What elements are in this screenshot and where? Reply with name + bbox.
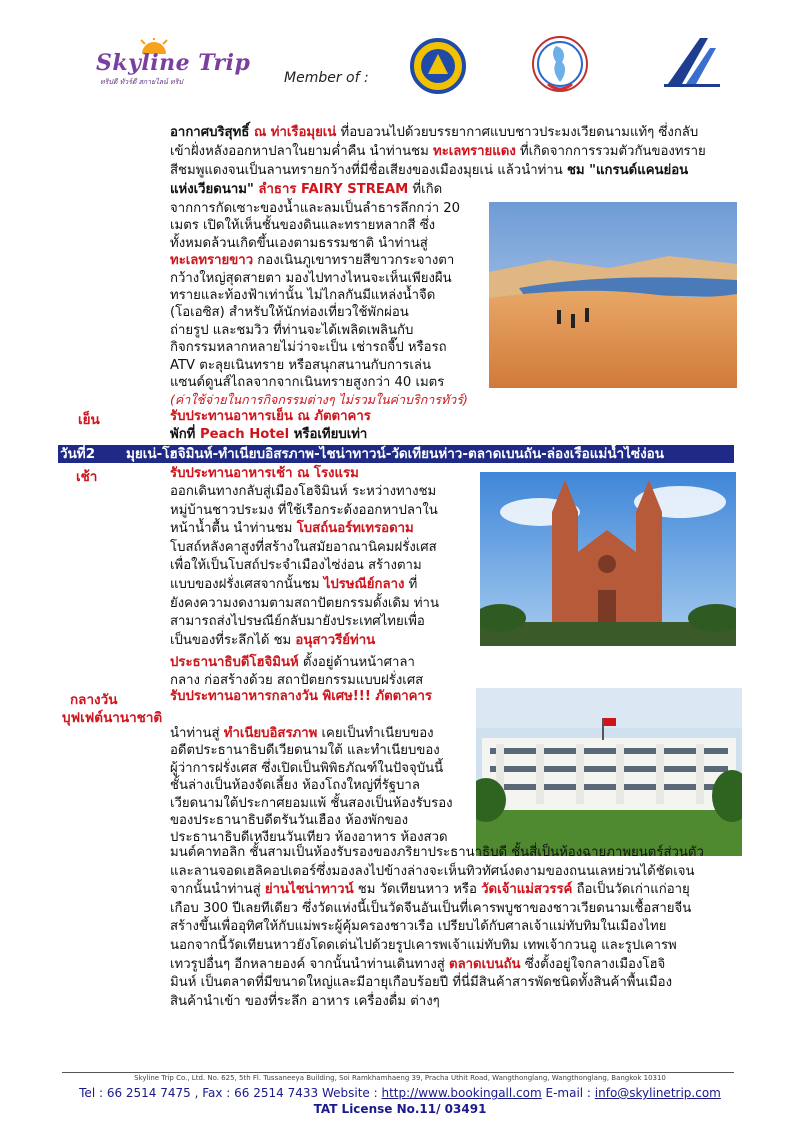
text-run: เพื่อให้เป็นโบสถ์ประจำเมืองไซ่ง่อน สร้างตาม bbox=[170, 558, 422, 574]
text-run: ตั้งอยู่ด้านหน้าศาลา bbox=[298, 655, 415, 670]
stay-prefix: พักที่ bbox=[170, 427, 200, 442]
text-run: ที่ bbox=[404, 577, 418, 592]
text-run: ของประธานาธิบดีตรันวันเฮือง ห้องพักของ bbox=[170, 813, 409, 828]
text-line bbox=[170, 937, 677, 954]
text-run: แซนด์ดูนส์ไถลจากจากเนินทรายสูงกว่า 40 เมตร bbox=[170, 375, 445, 390]
text-line bbox=[170, 483, 436, 500]
text-run: ผู้ว่าการฝรั่งเศส ซึ่งเปิดเป็นพิพิธภัณฑ์ในปัจจุบันนี้ bbox=[170, 760, 444, 776]
lunch-buffet-label: บุฟเฟต์นานาชาติ bbox=[62, 710, 163, 726]
notre-dame-cathedral-photo bbox=[480, 472, 736, 646]
text-run: สีชมพูแดงจนเป็นลานทรายกว้างที่มีชื่อเสียงของเมืองมุยเน่ แล้วนำท่าน bbox=[170, 163, 567, 178]
independence-palace-photo bbox=[476, 688, 742, 856]
text-run: ทำเนียบอิสรภาพ bbox=[223, 726, 318, 741]
text-line bbox=[170, 760, 443, 777]
text-run: ทั้งหมดล้วนเกิดขึ้นเองตามธรรมชาติ นำท่านสู่ bbox=[170, 235, 428, 251]
text-line bbox=[170, 339, 447, 356]
hotel-line bbox=[170, 426, 367, 443]
email-link[interactable]: info@skylinetrip.com bbox=[594, 1086, 721, 1100]
text-line bbox=[170, 812, 408, 829]
text-run: จากการกัดเซาะของน้ำและลมเป็นลำธารลึกกว่า 20 bbox=[170, 201, 461, 216]
tel-fax: Tel : 66 2514 7475 , Fax : 66 2514 7433 Website : bbox=[79, 1086, 382, 1100]
text-line bbox=[170, 217, 435, 234]
text-run: ที่เกิดจากการรวมตัวกันของทราย bbox=[515, 144, 706, 159]
company-address: Skyline Trip Co., Ltd. No. 625, 5th Fl. Tussaneeya Building, Soi Ramkhamhaeng 39, Pracha Uthit Road, Wangthonglang, Wangthonglang, Bangkok 10310 bbox=[134, 1074, 666, 1082]
text-run: ทรายและท้องฟ้าเท่านั้น ไม่ไกลกันมีแหล่งน้ำจืด bbox=[170, 288, 436, 303]
text-line bbox=[170, 613, 425, 630]
text-line bbox=[170, 557, 422, 574]
text-run: เวียดนามใต้ประกาศยอมแพ้ ชั้นสองเป็นห้องรับรอง bbox=[170, 795, 453, 811]
text-line bbox=[170, 725, 434, 742]
text-line bbox=[170, 357, 431, 374]
text-run: ประธานาธิบดีโฮจิมินห์ bbox=[170, 655, 299, 670]
text-run: หมู่บ้านชาวประมง ที่ใช้เรือกระด้งออกหาปลาใน bbox=[170, 502, 438, 518]
text-line bbox=[170, 576, 417, 593]
text-run: สามารถส่งไปรษณีย์กลับมายังประเทศไทยเพื่อ bbox=[170, 614, 425, 630]
day2-title: มุยเน่-โฮจิมินห์-ทำเนียบอิสรภาพ-ไชน่าทาวน์-วัดเทียนห่าว-ตลาดเบนถัน-ล่องเรือแม่น้ำไซ่ง่อน bbox=[126, 446, 665, 462]
text-line bbox=[170, 632, 375, 649]
text-run: เป็นของที่ระลึกได้ ชม bbox=[170, 632, 296, 648]
text-run: เกือบ 300 ปีเลยทีเดียว ซึ่งวัดแห่งนี้เป็นวัดจีนอันเป็นที่เคารพบูชาของชาวเวียดนามเชื้อสายจีน bbox=[170, 900, 692, 916]
text-line bbox=[170, 974, 672, 991]
stay-suffix: หรือเทียบเท่า bbox=[289, 427, 368, 442]
text-run: ประธานาธิบดีเหงียนวันเทียว ห้องอาหาร ห้องสวด bbox=[170, 830, 448, 846]
association-seal-2-icon bbox=[530, 34, 590, 102]
brand-logo: Skyline Trip bbox=[96, 50, 251, 76]
text-run: ย่านไชน่าทาวน์ bbox=[264, 882, 354, 898]
text-line bbox=[170, 863, 694, 880]
text-line bbox=[170, 374, 444, 391]
text-line bbox=[170, 777, 420, 794]
text-run: ชม วัดเทียนหาว หรือ bbox=[353, 882, 482, 898]
text-line bbox=[170, 844, 704, 861]
text-run: ทะเลทรายแดง bbox=[433, 144, 516, 159]
text-run: เข้าฝั่งหลังออกหาปลาในยามค่ำคืน นำท่านชม bbox=[170, 144, 433, 159]
hotel-name: Peach Hotel bbox=[199, 427, 290, 442]
breakfast-label: เช้า bbox=[76, 469, 98, 485]
contact-line bbox=[0, 1086, 800, 1100]
text-run: ยังคงความงดงามตามสถาปัตยกรรมดั้งเดิม ท่าน bbox=[170, 595, 439, 611]
text-line bbox=[170, 322, 413, 339]
text-line bbox=[170, 918, 666, 935]
text-run: ตลาดเบนถัน bbox=[449, 956, 521, 972]
text-line bbox=[170, 900, 691, 917]
text-line bbox=[170, 200, 460, 217]
email-label: E-mail : bbox=[541, 1086, 595, 1100]
text-line bbox=[170, 881, 690, 898]
text-run: กว้างใหญ่สุดสายตา มองไปทางไหนจะเห็นเพียงผืน bbox=[170, 270, 452, 286]
text-line bbox=[170, 304, 409, 321]
tat-license: TAT License No.11/ 03491 bbox=[313, 1102, 487, 1116]
text-run: นอกจากนี้วัดเทียนหาวยังโดดเด่นไปด้วยรูปเคารพเจ้าแม่ทับทิม เทพเจ้ากวนอู และรูปเคารพ bbox=[170, 938, 677, 953]
text-run: ลำธาร FAIRY STREAM bbox=[258, 182, 409, 197]
dinner-label: เย็น bbox=[78, 412, 100, 428]
text-run: มนต์คาทอลิก ชั้นสามเป็นห้องรับรองของภริยาประธานาธิบดี ชั้นสี่เป็นห้องฉายภาพยนตร์ส่วนตัว bbox=[170, 845, 704, 860]
text-line bbox=[170, 795, 453, 812]
day1-line-2 bbox=[170, 143, 706, 160]
text-line bbox=[170, 235, 428, 252]
text-line bbox=[170, 539, 437, 556]
text-run: แห่งเวียดนาม" bbox=[170, 182, 259, 197]
text-run: ซึ่งตั้งอยู่ใจกลางเมืองโฮจิ bbox=[520, 956, 666, 972]
text-run: แบบของฝรั่งเศสจากนั้นชม bbox=[170, 577, 324, 592]
text-line bbox=[170, 502, 438, 519]
text-run: เมตร เปิดให้เห็นชั้นของดินและทรายหลากสี ซึ่ง bbox=[170, 218, 436, 234]
lunch-text: รับประทานอาหารกลางวัน พิเศษ!!! ภัตตาคาร bbox=[170, 689, 432, 704]
brand-tagline: ทริปดี ทัวร์ดี สกายไลน์ ทริป bbox=[100, 78, 183, 86]
text-line bbox=[170, 287, 435, 304]
dinner-text: รับประทานอาหารเย็น ณ ภัตตาคาร bbox=[170, 409, 371, 424]
text-run: ออกเดินทางกลับสู่เมืองโฮจิมินห์ ระหว่างทางชม bbox=[170, 484, 437, 499]
text-run: ที่อบอวนไปด้วยบรรยากาศแบบชาวประมงเวียดนามแท้ๆ ซึ่งกลับ bbox=[336, 125, 699, 140]
text-run: ถ่ายรูป และชมวิว ที่ท่านจะได้เพลิดเพลินกับ bbox=[170, 322, 414, 338]
text-line bbox=[170, 993, 440, 1010]
day2-header-band bbox=[58, 445, 734, 463]
text-run: โบสถ์หลังคาสูงที่สร้างในสมัยอาณานิคมฝรั่งเศส bbox=[170, 539, 437, 555]
member-of-label: Member of : bbox=[284, 70, 369, 86]
text-line bbox=[170, 672, 423, 689]
text-run: ชั้นล่างเป็นห้องจัดเลี้ยง ห้องโถงใหญ่ที่รัฐบาล bbox=[170, 778, 420, 794]
day2-label: วันที่2 bbox=[60, 446, 96, 462]
text-run: อดีตประธานาธิบดีเวียดนามใต้ และทำเนียบของ bbox=[170, 743, 440, 759]
text-line bbox=[170, 654, 415, 671]
text-run: กองเนินภูเขาทรายสีขาวกระจางตา bbox=[253, 253, 455, 269]
footer-divider bbox=[62, 1072, 734, 1073]
text-run: อนุสาวรีย์ท่าน bbox=[295, 632, 376, 648]
text-line bbox=[170, 252, 454, 269]
text-run: ชม "แกรนด์แคนย่อน bbox=[566, 163, 689, 178]
text-run: และลานจอดเฮลิคอปเตอร์ซึ่งมองลงไปข้างล่างจะเห็นทิวทัศน์งดงามของถนนเลหย่วนได้ชัดเจน bbox=[170, 863, 695, 879]
lunch-label: กลางวัน bbox=[70, 692, 118, 708]
text-line bbox=[170, 956, 665, 973]
text-run: (โอเอซิส) สำหรับให้นักท่องเที่ยวใช้พักผ่อน bbox=[170, 305, 409, 321]
text-run: มินห์ เป็นตลาดที่มีขนาดใหญ่และมีอายุเกือบร้อยปี ที่นี่มีสินค้าสารพัดชนิดทั้งสินค้าพื้นเมือง bbox=[170, 975, 673, 991]
day1-line-1 bbox=[170, 124, 698, 141]
text-run: อากาศบริสุทธิ์ bbox=[170, 125, 254, 140]
breakfast-text: รับประทานอาหารเช้า ณ โรงแรม bbox=[170, 466, 359, 481]
text-run: ที่เกิด bbox=[408, 182, 443, 197]
text-run: โบสถ์นอร์ทเทรอดาม bbox=[296, 521, 414, 537]
text-line bbox=[170, 520, 414, 537]
activity-cost-note: (ค่าใช้จ่ายในการกิจกรรมต่างๆ ไม่รวมในค่าบริการทัวร์) bbox=[170, 392, 468, 407]
day1-line-3 bbox=[170, 162, 688, 179]
website-link[interactable]: http://www.bookingall.com bbox=[381, 1086, 542, 1100]
text-run: กลาง ก่อสร้างด้วย สถาปัตยกรรมแบบฝรั่งเศส bbox=[170, 672, 424, 688]
text-run: จากนั้นนำท่านสู่ bbox=[170, 882, 265, 898]
text-run: สินค้านำเข้า ของที่ระลึก อาหาร เครื่องดื่ม ต่างๆ bbox=[170, 993, 440, 1009]
text-run: ไปรษณีย์กลาง bbox=[323, 577, 405, 592]
text-run: ถือเป็นวัดเก่าแก่อายุ bbox=[572, 882, 690, 898]
white-sand-dunes-photo bbox=[489, 202, 737, 388]
text-run: ATV ตะลุยเนินทราย หรือสนุกสนานกับการเล่น bbox=[170, 357, 432, 373]
text-run: ทะเลทรายขาว bbox=[170, 253, 254, 269]
text-run: สร้างขึ้นเพื่ออุทิศให้กับแม่พระผู้คุ้มครองชาวเรือ เปรียบได้กับศาลเจ้าแม่ทับทิมในเมืองไทย bbox=[170, 919, 667, 935]
text-run: วัดเจ้าแม่สวรรค์ bbox=[481, 882, 573, 898]
text-run: นำท่านสู่ bbox=[170, 726, 224, 741]
text-line bbox=[170, 742, 440, 759]
travel-agent-association-logo-icon bbox=[660, 34, 724, 90]
text-run: เคยเป็นทำเนียบของ bbox=[317, 726, 434, 741]
text-run: เทวรูปอื่นๆ อีกหลายองค์ จากนั้นนำท่านเดินทางสู่ bbox=[170, 956, 449, 972]
text-line bbox=[170, 270, 452, 287]
text-run: กิจกรรมหลากหลายไม่ว่าจะเป็น เช่ารถจี๊ป หรือรถ bbox=[170, 340, 447, 356]
day1-line-4 bbox=[170, 181, 442, 198]
text-line bbox=[170, 595, 439, 612]
association-seal-1-icon bbox=[410, 36, 466, 100]
text-run: หน้าน้ำตื้น นำท่านชม bbox=[170, 521, 297, 537]
text-run: ณ ท่าเรือมุยเน่ bbox=[253, 125, 337, 140]
